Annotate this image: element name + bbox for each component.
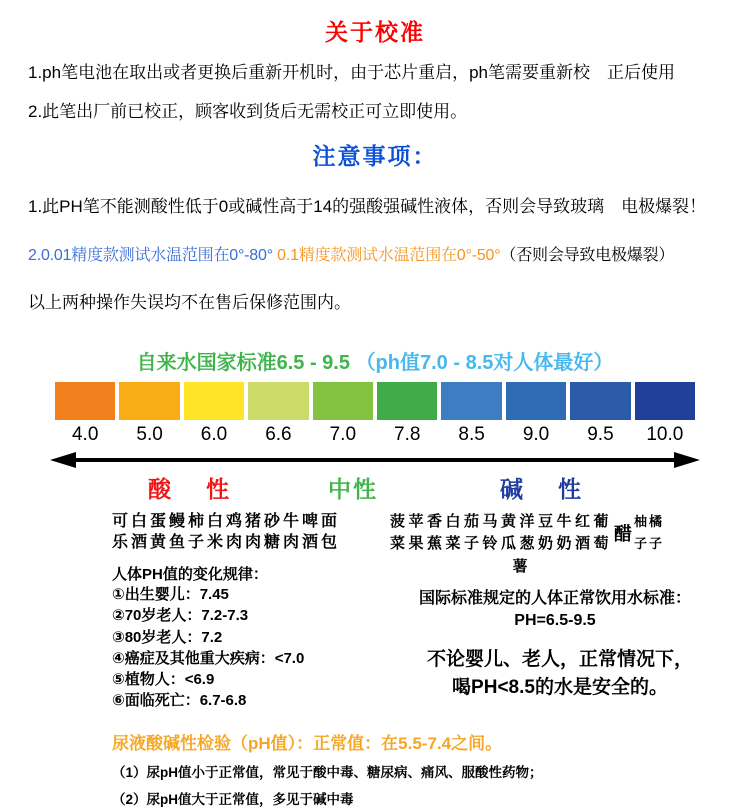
ph-scale-title [0,346,750,375]
ph-axis-arrow [50,452,700,469]
ph-color-swatch [635,382,695,420]
arrow-line [76,458,674,462]
vinegar-label: 醋 [614,523,633,544]
precautions-line-1: 1.此PH笔不能测酸性低于0或碱性高于14的强酸强碱性液体，否则会导致玻璃 电极爆裂！ [28,197,707,217]
body-ph-rule: ④癌症及其他重大疾病：<7.0 [112,649,305,667]
body-ph-rule: ③80岁老人：7.2 [112,628,223,646]
urine-ph-section [0,729,750,808]
alkaline-foods-line-1: 菠苹香白茄马黄洋豆牛红葡 [390,512,613,530]
acidic-foods-line-1: 可白蛋鳗柿白鸡猪砂牛啤面 [112,512,341,530]
ph-color-swatch [506,382,566,420]
safe-note-line-2: 喝PH<8.5的水是安全的。 [452,677,668,699]
safe-water-note [390,646,730,703]
calibration-line-2: 2.此笔出厂前已校正，顾客收到货后无需校正可立即使用。 [28,101,468,121]
alkaline-foods-line-2: 菜果蕉菜子铃瓜葱奶奶酒萄 [390,534,613,552]
arrow-left-head-icon [50,452,76,468]
urine-ph-title: 尿液酸碱性检验（pH值）：正常值：在5.5-7.4之间。 [112,733,503,753]
ph-scale-cell [55,382,115,446]
ph-value-label: 6.6 [265,423,292,445]
ph-scale-cell [119,382,179,446]
acidic-column [112,511,352,712]
precautions-line-2-black-text: （否则会导致电极爆裂） [500,246,675,264]
ph-scale-cell [313,382,373,446]
precautions-line-3: 以上两种操作失误均不在售后保修范围内。 [28,293,351,313]
alkaline-column [390,511,740,712]
citrus-labels [634,511,664,555]
ph-scale-title-note: （ph值7.0 - 8.5对人体最好） [355,351,614,374]
ph-value-label: 9.5 [587,423,614,445]
ph-color-swatch [441,382,501,420]
ph-color-swatch [570,382,630,420]
precautions-line-2-orange-text: 0.1精度款测试水温范围在0°-50° [272,246,501,264]
arrow-right-head-icon [674,452,700,468]
ph-color-swatch [119,382,179,420]
alkaline-zone-label: 碱 性 [500,475,587,502]
water-standard-line-2: PH=6.5-9.5 [514,612,596,630]
precautions-line-2-blue-text: 2.0.01精度款测试水温范围在0°-80° [28,246,273,264]
body-ph-rule: ②70岁老人：7.2-7.3 [112,607,249,625]
citrus-line-2: 子子 [634,535,665,551]
acidic-foods-line-2: 乐酒黄鱼子米肉肉糖肉酒包 [112,534,341,552]
ph-scale-cell [570,382,630,446]
ph-value-label: 5.0 [136,423,163,445]
ph-value-label: 10.0 [646,423,684,445]
safe-note-line-1: 不论婴儿、老人，正常情况下， [426,648,693,670]
info-columns [0,511,750,712]
ph-color-swatch [377,382,437,420]
ph-value-label: 4.0 [71,423,99,445]
water-standard-line-1: 国际标准规定的人体正常饮用水标准： [418,589,691,607]
acid-zone-label: 酸 性 [148,475,235,502]
ph-color-swatch [55,382,115,420]
body-ph-rule: ①出生婴儿：7.45 [112,585,229,603]
precautions-title: 注意事项： [312,143,438,170]
product-info-page [0,14,750,807]
ph-scale-cell [506,382,566,446]
body-ph-rules-list [112,584,352,712]
ph-zone-labels [0,471,750,503]
body-ph-rule: ⑥面临死亡：6.7-6.8 [112,692,247,710]
ph-scale-cell [377,382,437,446]
ph-scale-cell [441,382,501,446]
ph-value-label: 6.0 [200,423,228,445]
calibration-title: 关于校准 [325,19,425,45]
alkaline-foods-list [390,511,740,555]
body-ph-rules-title: 人体PH值的变化规律： [112,565,268,583]
ph-scale-blocks [55,382,695,446]
calibration-line-1: 1.ph笔电池在取出或者更换后重新开机时，由于芯片重启，ph笔需要重新校 正后使用 [28,63,675,82]
ph-scale-title-main: 自来水国家标准6.5 - 9.5 [136,351,350,374]
ph-color-swatch [313,382,373,420]
drinking-water-standard [390,588,720,633]
body-ph-rule: ⑤植物人：<6.9 [112,671,215,689]
potato-tail-char: 薯 [512,557,528,575]
ph-value-label: 7.0 [329,423,357,445]
urine-note: （2）尿pH值大于正常值，多见于碱中毒 [112,791,354,807]
ph-value-label: 9.0 [522,423,550,445]
ph-color-swatch [248,382,308,420]
urine-note: （1）尿pH值小于正常值，常见于酸中毒、糖尿病、痛风、服酸性药物； [112,764,543,780]
alkaline-foods-main [390,511,612,555]
ph-value-label: 7.8 [394,423,421,445]
neutral-zone-label: 中性 [328,475,378,502]
ph-scale-cell [248,382,308,446]
citrus-line-1: 柚橘 [634,513,665,529]
ph-value-label: 8.5 [458,423,485,445]
ph-color-swatch [184,382,244,420]
ph-scale-cell [184,382,244,446]
acidic-foods-list [112,511,352,554]
ph-scale-cell [635,382,695,446]
precautions-line-2 [28,244,722,267]
